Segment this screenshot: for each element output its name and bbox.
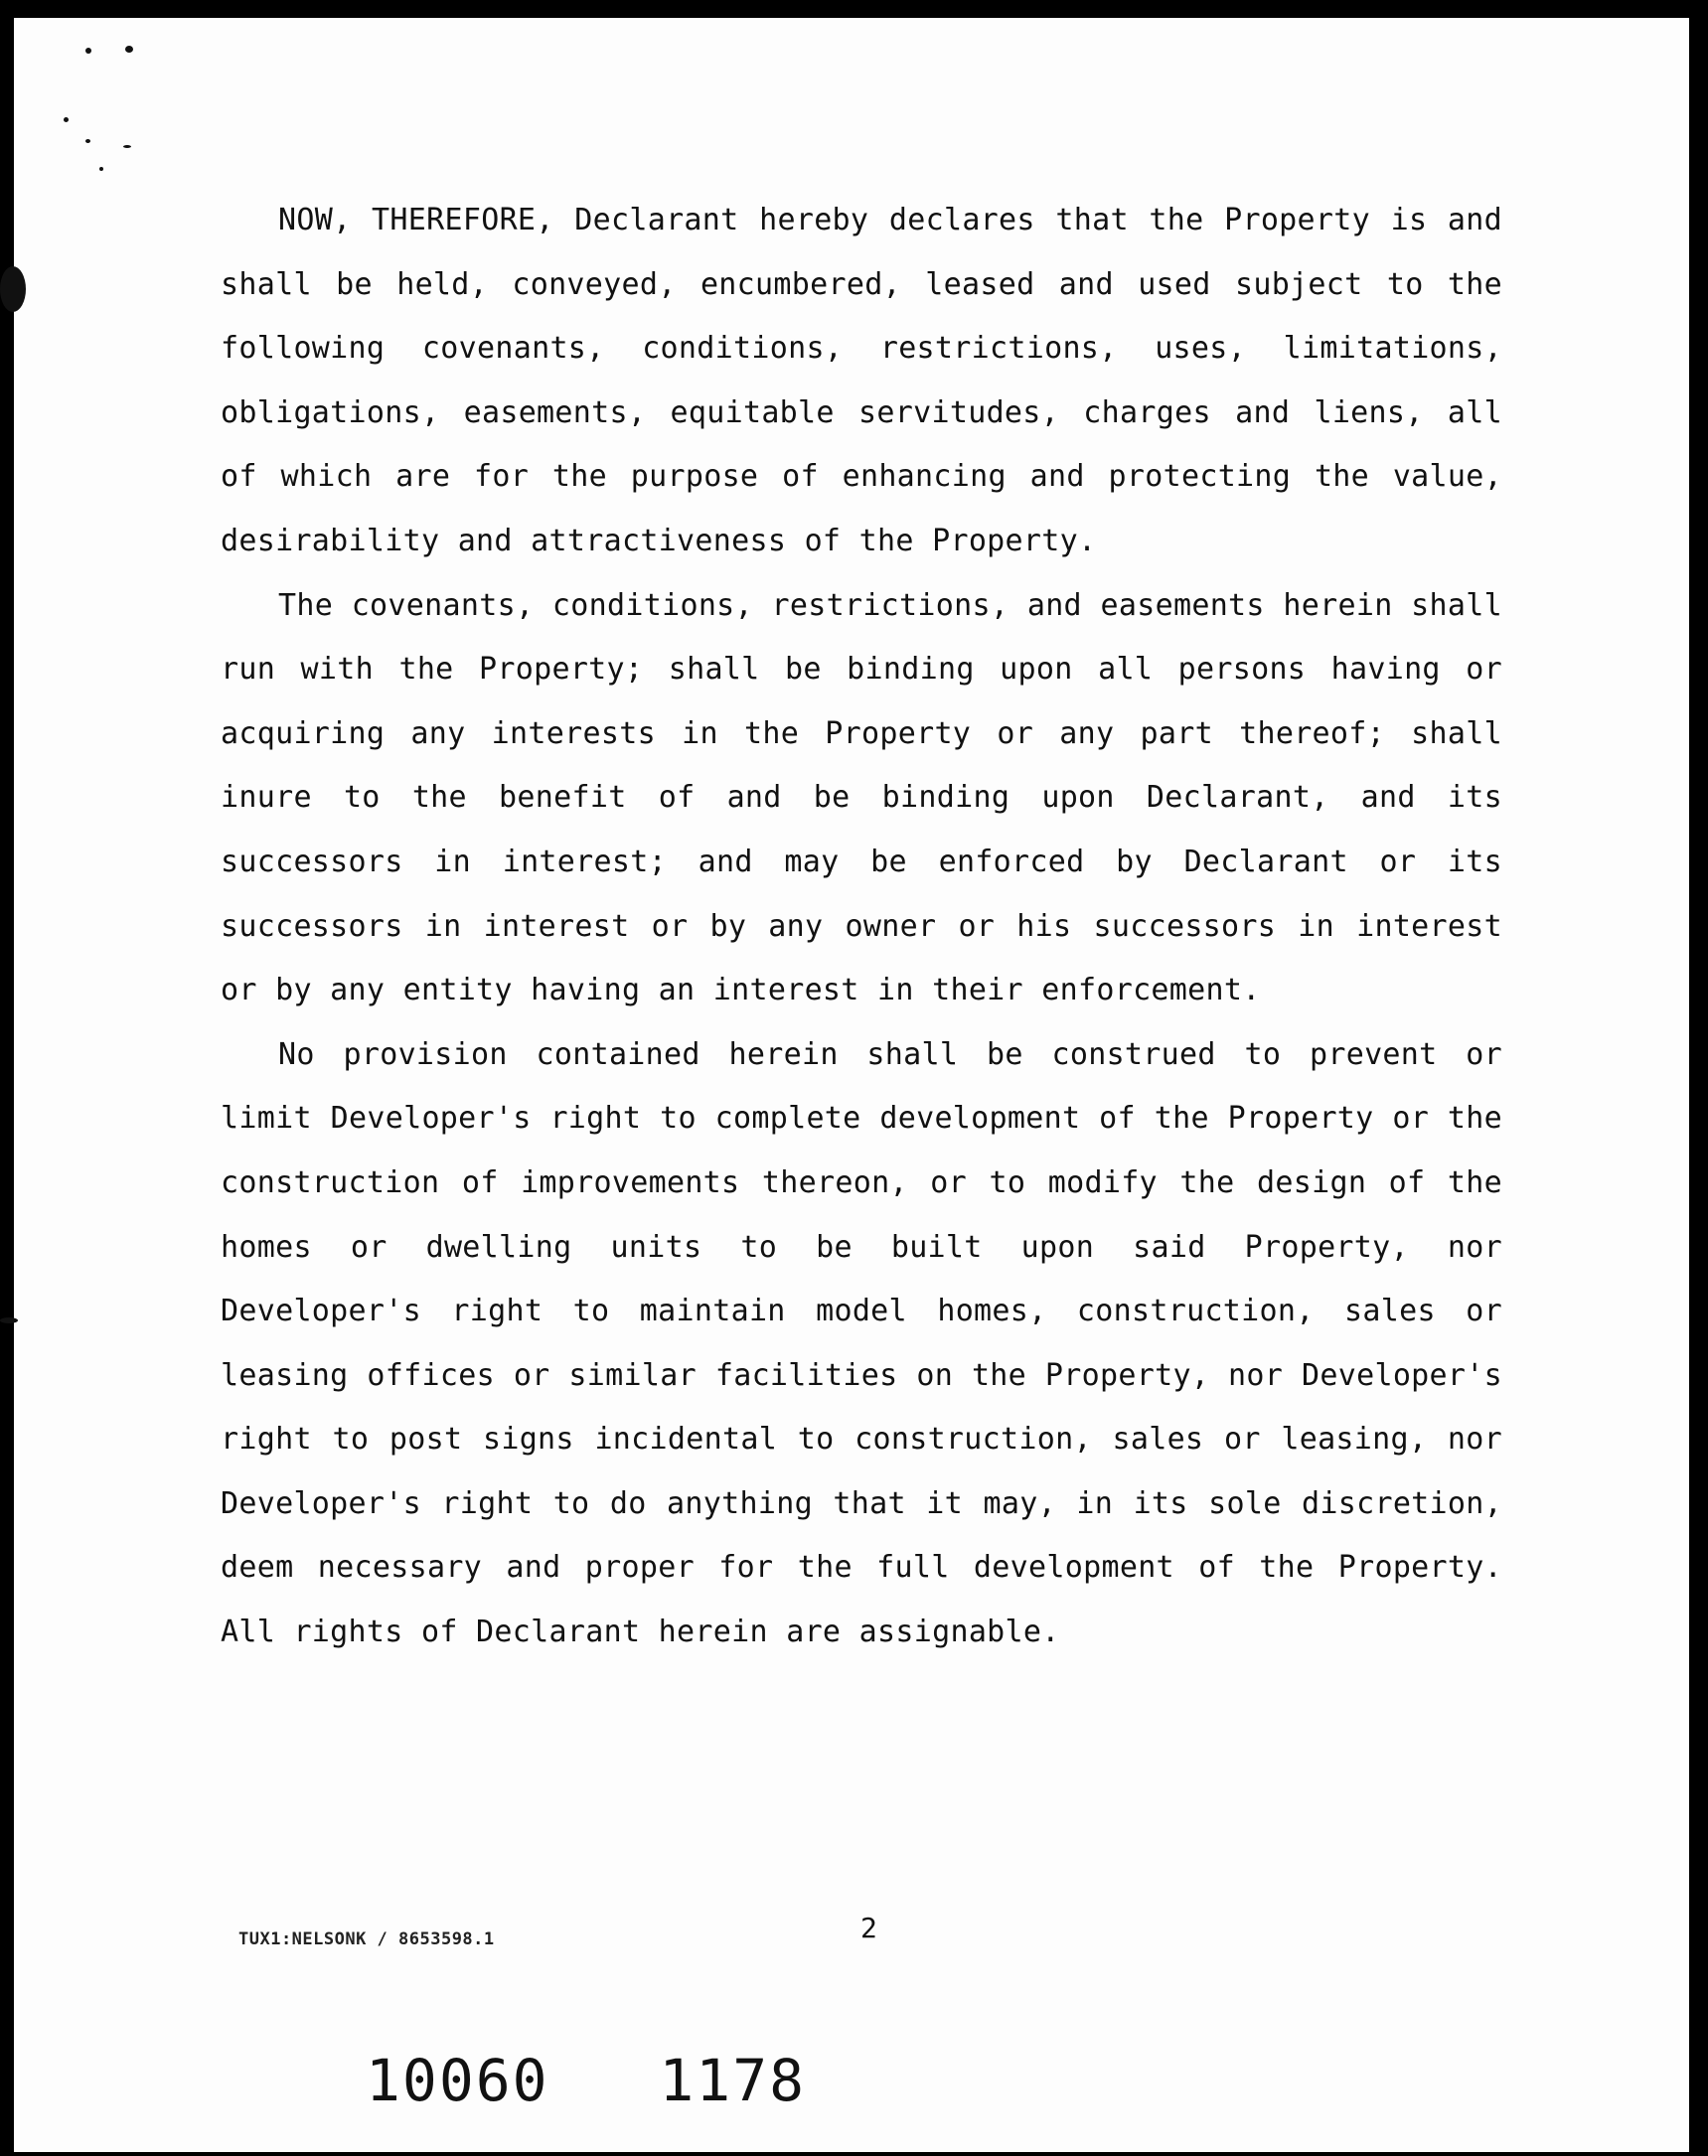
scan-speck [0, 1317, 18, 1323]
scan-speck [85, 139, 90, 143]
scan-speck [85, 48, 91, 54]
record-number: 10060 1178 [366, 2047, 807, 2114]
document-footer-id: TUX1:NELSONK / 8653598.1 [238, 1929, 495, 1949]
scan-speck [0, 266, 26, 312]
document-body [221, 189, 1502, 1665]
scan-speck [123, 145, 131, 148]
paragraph-covenants: The covenants, conditions, restrictions, and easements herein shall run with the Property; shall be binding upon all persons having or acquiring any interests in the Property or any part thereof; shall inure to the benefit of and be binding upon Declarant, and its successors in interest; and may be enforced by Declarant or its successors in interest or by any owner or his successors in interest or by any entity having an interest in their enforcement. [221, 587, 1502, 1008]
scan-speck [125, 46, 133, 53]
scan-speck [64, 117, 69, 122]
paragraph-developer-rights: No provision contained herein shall be construed to prevent or limit Developer's right to complete development of the Property or the construction of improvements thereon, or to modify the design of the homes or dwelling units to be built upon said Property, nor Developer's right to maintain model homes, construction, sales or leasing offices or similar facilities on the Property, nor Developer's right to post signs incidental to construction, sales or leasing, nor Developer's right to do anything that it may, in its sole discretion, deem necessary and proper for the full development of the Property. All rights of Declarant herein are assignable. [221, 1036, 1502, 1650]
scan-speck [99, 167, 103, 171]
paragraph-declaration: NOW, THEREFORE, Declarant hereby declares that the Property is and shall be held, conveyed, encumbered, leased and used subject to the following covenants, conditions, restrictions, uses, limitations, obligations, easements, equitable servitudes, charges and liens, all of which are for the purpose of enhancing and protecting the value, desirability and attractiveness of the Property. [221, 203, 1502, 558]
page-number: 2 [860, 1912, 877, 1944]
